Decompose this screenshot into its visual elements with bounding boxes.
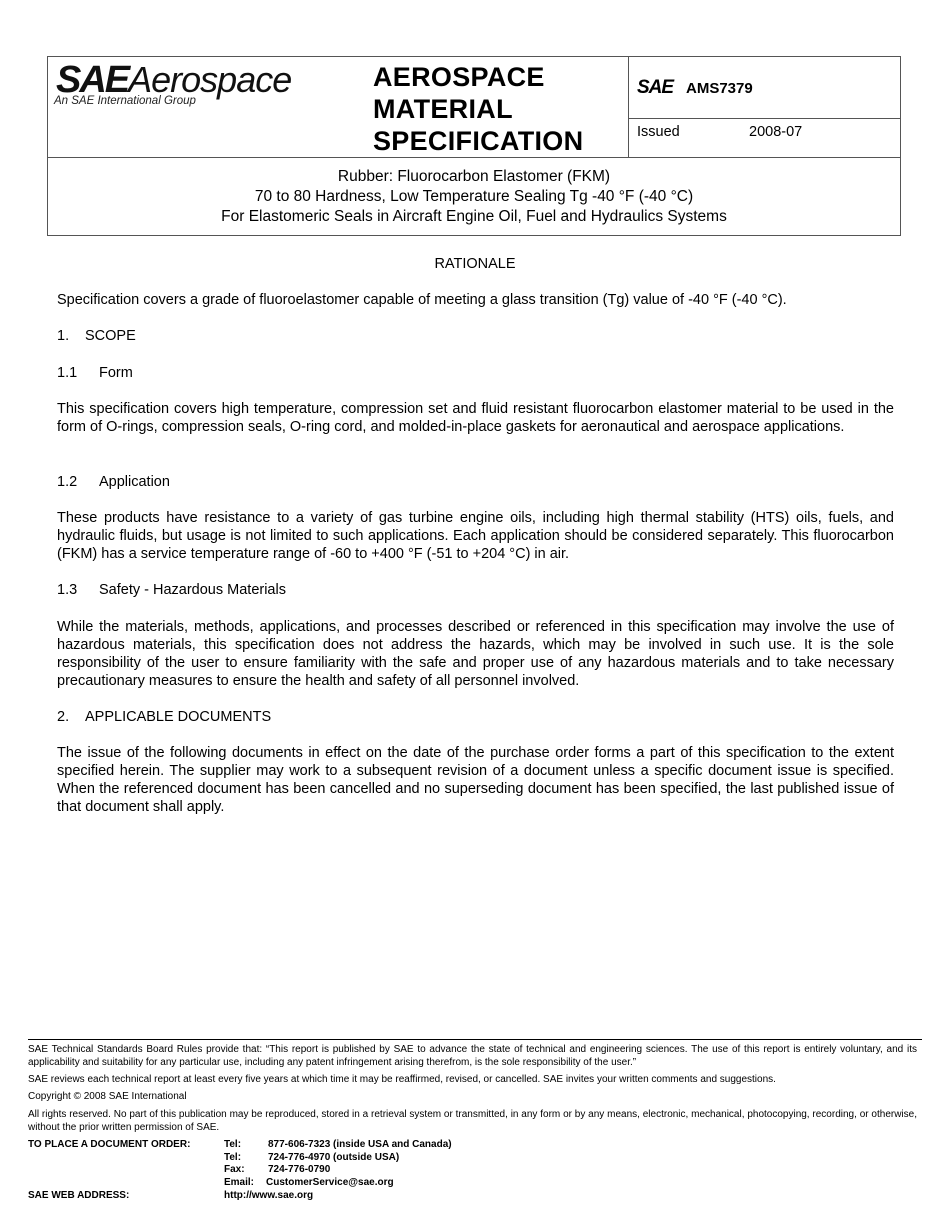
issued-date: 2008-07 — [749, 124, 803, 140]
section-1-2-heading — [57, 473, 170, 491]
section-title: Safety - Hazardous Materials — [99, 582, 286, 598]
footer-review-text: SAE reviews each technical report at least every five years at which time it may be reaffirmed, revised, or cancelled. SAE invites your written comments and suggestions. — [28, 1074, 776, 1085]
subtitle-line-2: 70 to 80 Hardness, Low Temperature Sealing Tg -40 °F (-40 °C) — [254, 188, 694, 205]
web-label: SAE WEB ADDRESS: — [28, 1190, 130, 1201]
contact-label: Tel: — [224, 1139, 242, 1150]
document-id-cell — [628, 57, 901, 157]
section-1-3-text: While the materials, methods, applications, and processes described or referenced in this specification may involve the use of hazardous materials, this specification does not address the hazards, which may be involved in such use. It is the sole responsibility of the user to ensure familiarity with the safe and proper use of any hazardous materials and to take necessary precautionary measures to ensure the health and safety of all personnel involved. — [57, 619, 894, 689]
section-1-1-text: This specification covers high temperature, compression set and fluid resistant fluorocarbon elastomer material to be used in the form of O-rings, compression seals, O-ring cord, and molded-in-place gaskets for aeronautical and aerospace applications. — [57, 401, 894, 435]
section-title: SCOPE — [85, 328, 136, 344]
title-line-3: SPECIFICATION — [373, 126, 584, 156]
logo-word: Aerospace — [128, 59, 292, 100]
section-title: Application — [99, 474, 170, 490]
contact-label: Tel: — [224, 1152, 242, 1163]
issued-label: Issued — [637, 124, 680, 140]
header-top-row — [48, 57, 900, 158]
footer-rights-text: All rights reserved. No part of this publication may be reproduced, stored in a retrieval system or transmitted, in any form or by any means, electronic, mechanical, photocopying, recording, or otherwise, without the prior written permission of SAE. — [28, 1109, 917, 1133]
subtitle-line-3: For Elastomeric Seals in Aircraft Engine Oil, Fuel and Hydraulics Systems — [221, 208, 727, 225]
subtitle-line-1: Rubber: Fluorocarbon Elastomer (FKM) — [337, 168, 611, 185]
section-number: 1.1 — [57, 365, 78, 381]
title-line-2: MATERIAL — [373, 94, 513, 124]
sae-mini-logo: SAE — [637, 77, 674, 98]
contact-value: 877-606-7323 (inside USA and Canada) — [268, 1139, 452, 1150]
contact-label: Fax: — [224, 1164, 245, 1175]
document-header — [47, 56, 901, 236]
title-line-1: AEROSPACE — [373, 62, 545, 92]
contact-value: 724-776-0790 — [268, 1164, 331, 1175]
contact-value: 724-776-4970 (outside USA) — [268, 1152, 400, 1163]
section-2-heading — [57, 708, 271, 726]
section-2-text: The issue of the following documents in effect on the date of the purchase order forms a part of this specification to the extent specified herein. The supplier may work to a subsequent revision of a document unless a specific document issue is specified. When the referenced document has been cancelled and no superseding document has been specified, the last published issue of that document shall apply. — [57, 745, 894, 815]
sae-aerospace-logo — [48, 57, 368, 157]
contact-email[interactable]: CustomerService@sae.org — [266, 1177, 394, 1188]
section-title: Form — [99, 365, 133, 381]
order-label: TO PLACE A DOCUMENT ORDER: — [28, 1139, 191, 1150]
doc-number: AMS7379 — [686, 80, 753, 97]
section-number: 2. — [57, 709, 70, 725]
rationale-heading: RATIONALE — [434, 256, 516, 272]
contact-label: Email: — [224, 1177, 255, 1188]
section-1-1-heading — [57, 364, 133, 382]
section-number: 1. — [57, 328, 70, 344]
doc-number-box — [629, 57, 901, 119]
spec-title — [373, 61, 628, 157]
logo-brand: SAE — [56, 59, 129, 101]
web-address-link[interactable]: http://www.sae.org — [224, 1190, 314, 1201]
section-number: 1.3 — [57, 582, 78, 598]
rationale-text: Specification covers a grade of fluoroelastomer capable of meeting a glass transition (Tg) value of -40 °F (-40 °C). — [57, 292, 787, 308]
section-1-3-heading — [57, 581, 286, 599]
section-number: 1.2 — [57, 474, 78, 490]
section-1-heading — [57, 327, 136, 345]
section-title: APPLICABLE DOCUMENTS — [85, 709, 272, 725]
spec-subtitle — [48, 167, 900, 227]
footer-copyright: Copyright © 2008 SAE International — [28, 1091, 187, 1102]
section-1-2-text: These products have resistance to a variety of gas turbine engine oils, including high thermal stability (HTS) oils, fuels, and hydraulic fluids, but usage is not limited to such applications. Each application should be considered separately. This fluorocarbon (FKM) has a service temperature range of -60 to +400 °F (-51 to +204 °C) in air. — [57, 510, 894, 562]
logo-tagline: An SAE International Group — [54, 95, 196, 107]
footer-divider — [28, 1039, 922, 1040]
footer-rules-text: SAE Technical Standards Board Rules provide that: “This report is published by SAE to advance the state of technical and engineering sciences. The use of this report is entirely voluntary, and its applicability and suitability for any particular use, including any patent infringement arising therefrom, is the sole responsibility of the user.” — [28, 1044, 917, 1068]
